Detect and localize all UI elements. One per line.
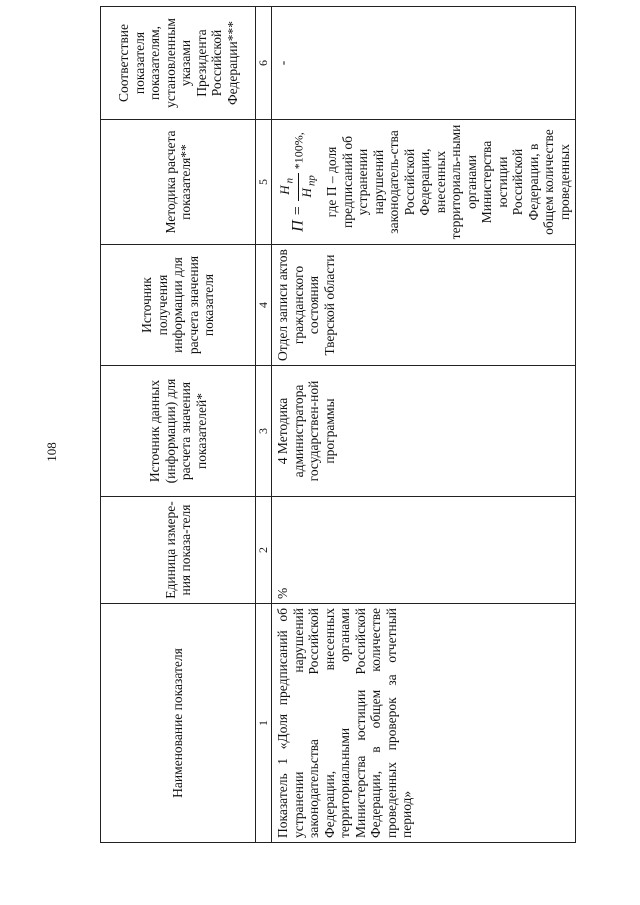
formula-fraction: [277, 173, 320, 201]
header-data-source: Источник данных (информации) для расчета значения показателей*: [101, 366, 256, 497]
header-compliance: Соответствие показателя показателям, установленным указами Президента Российской Федерации***: [101, 7, 256, 120]
formula-den-sub: пр: [305, 175, 318, 187]
indicator-name-cell: Показатель 1 «Доля предписаний об устранении нарушений законодательства Российской Федерации, внесенных территориальными органами Министерства юстиции Российской Федерации, в общем количестве проведенных проверок за отчетный период»: [272, 604, 576, 843]
table-row: [272, 7, 576, 843]
formula: [277, 124, 320, 240]
data-source-cell: 4 Методика администратора государствен-ной программы: [272, 366, 576, 497]
formula-num-sub: п: [283, 177, 296, 184]
header-method: Методика расчета показателя**: [101, 120, 256, 245]
column-number: 2: [256, 497, 272, 604]
header-info-source: Источник получения информации для расчета значения показателя: [101, 245, 256, 366]
column-number: 5: [256, 120, 272, 245]
column-number-row: [256, 7, 272, 843]
formula-den-symbol: Н: [299, 188, 315, 198]
header-row: [101, 7, 256, 843]
column-number: 1: [256, 604, 272, 843]
formula-suffix: *100%,: [291, 132, 306, 170]
formula-lhs: П =: [289, 205, 307, 232]
column-number: 6: [256, 7, 272, 120]
indicator-table: [100, 6, 576, 843]
formula-num-symbol: Н: [277, 185, 292, 195]
header-unit: Единица измере-ния показа-теля: [101, 497, 256, 604]
info-source-cell: Отдел записи актов гражданского состояния Тверской области: [272, 245, 576, 366]
header-indicator-name: Наименование показателя: [101, 604, 256, 843]
formula-denominator: [299, 173, 320, 201]
unit-cell: %: [272, 497, 576, 604]
rotated-table-container: [100, 18, 572, 843]
method-text: где П – доля предписаний об устранении нарушений законодатель-ства Российской Федерации, внесенных территориаль-ными органами Министерства юстиции Российской Федерации, в общем количестве проведенных: [324, 124, 572, 240]
page-number: 108: [44, 442, 59, 462]
method-cell: [272, 120, 576, 245]
compliance-cell: -: [272, 7, 576, 120]
column-number: 3: [256, 366, 272, 497]
column-number: 4: [256, 245, 272, 366]
formula-numerator: [277, 173, 299, 201]
